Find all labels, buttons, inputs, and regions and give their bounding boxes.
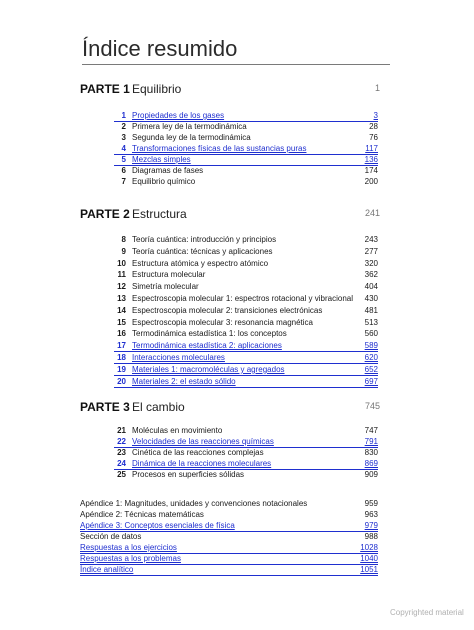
part-title: Equilibrio — [132, 82, 182, 96]
chapter-page: 747 — [364, 426, 378, 435]
chapter-row — [114, 132, 378, 143]
part-page: 1 — [374, 83, 380, 93]
chapter-title[interactable]: Transformaciones físicas de las sustancias puras — [132, 144, 307, 153]
chapter-row — [114, 293, 378, 304]
chapter-title[interactable]: Materiales 2: el estado sólido — [132, 376, 236, 386]
chapter-title[interactable]: Dinámica de la reacciones moleculares — [132, 459, 272, 468]
chapter-number: 8 — [121, 235, 126, 244]
chapter-page: 909 — [364, 470, 378, 479]
chapter-page: 174 — [364, 166, 378, 175]
appendix-row — [80, 498, 378, 509]
part-1-heading — [80, 82, 380, 98]
part-title: El cambio — [132, 400, 185, 414]
chapter-page: 513 — [364, 317, 378, 327]
part-3-heading — [80, 400, 380, 416]
chapter-page: 362 — [364, 270, 378, 280]
appendix-title[interactable]: Índice analítico — [80, 565, 134, 574]
part-2-heading — [80, 207, 380, 223]
appendix-title[interactable]: Apéndice 3: Conceptos esenciales de física — [80, 521, 235, 530]
chapter-number: 11 — [117, 270, 126, 280]
chapter-title: Teoría cuántica: técnicas y aplicaciones — [132, 246, 273, 256]
watermark: Copyrighted material — [390, 608, 464, 617]
chapter-link[interactable] — [114, 352, 378, 364]
appendix-page: 1040 — [360, 554, 378, 563]
chapter-number: 12 — [117, 282, 126, 292]
chapter-number: 21 — [117, 426, 126, 435]
appendix-title: Apéndice 2: Técnicas matemáticas — [80, 510, 204, 519]
chapter-page: 28 — [369, 122, 378, 131]
chapter-title: Estructura atómica y espectro atómico — [132, 258, 269, 268]
chapter-row — [114, 317, 378, 328]
chapter-number: 16 — [117, 329, 126, 339]
chapter-title[interactable]: Mezclas simples — [132, 155, 191, 164]
part-label: PARTE 3 — [80, 400, 130, 414]
appendix-title: Apéndice 1: Magnitudes, unidades y convenciones notacionales — [80, 499, 308, 508]
chapter-row — [114, 305, 378, 316]
part-page: 745 — [364, 401, 380, 411]
chapter-title: Cinética de las reacciones complejas — [132, 448, 264, 457]
appendix-page: 1051 — [360, 565, 378, 574]
chapter-title[interactable]: Materiales 1: macromoléculas y agregados — [132, 364, 285, 374]
chapter-title: Espectroscopia molecular 2: transiciones electrónicas — [132, 305, 323, 315]
chapter-page: 430 — [364, 294, 378, 303]
chapter-number: 3 — [121, 133, 126, 142]
chapter-row — [114, 447, 378, 458]
chapter-title: Espectroscopia molecular 1: espectros rotacional y vibracional — [132, 294, 353, 303]
chapter-number: 22 — [117, 437, 126, 446]
chapter-row — [114, 281, 378, 292]
appendix-title[interactable]: Respuestas a los problemas — [80, 554, 181, 563]
chapter-page: 3 — [373, 111, 378, 120]
chapter-title[interactable]: Propiedades de los gases — [132, 111, 225, 120]
chapter-title: Espectroscopia molecular 3: resonancia magnética — [132, 317, 313, 327]
appendix-link[interactable] — [80, 564, 378, 576]
page-title: Índice resumido — [82, 36, 238, 61]
appendix-page: 1028 — [360, 543, 378, 552]
chapter-row — [114, 258, 378, 269]
chapter-row — [114, 246, 378, 257]
chapter-number: 6 — [121, 166, 126, 175]
appendix-title: Sección de datos — [80, 532, 142, 541]
chapter-page: 243 — [364, 235, 378, 244]
chapter-number: 5 — [121, 155, 126, 164]
chapter-number: 13 — [117, 294, 126, 303]
chapter-number: 4 — [121, 144, 126, 153]
chapter-title[interactable]: Velocidades de las reacciones químicas — [132, 437, 274, 446]
appendix-row — [80, 509, 378, 520]
appendix-page: 959 — [364, 499, 378, 508]
appendix-page: 979 — [364, 521, 378, 530]
chapter-page: 200 — [364, 177, 378, 186]
chapter-row — [114, 328, 378, 339]
appendix-page: 963 — [364, 510, 378, 519]
chapter-row — [114, 165, 378, 176]
chapter-page: 652 — [364, 364, 378, 374]
part-title: Estructura — [132, 207, 187, 221]
chapter-title: Equilibrio químico — [132, 177, 196, 186]
chapter-title: Moléculas en movimiento — [132, 426, 223, 435]
chapter-row — [114, 425, 378, 436]
chapter-row — [114, 176, 378, 187]
chapter-number: 14 — [117, 305, 126, 315]
chapter-number: 1 — [121, 111, 126, 120]
chapter-title[interactable]: Termodinámica estadística 2: aplicaciones — [132, 341, 282, 351]
chapter-page: 560 — [364, 329, 378, 339]
chapter-page: 869 — [364, 459, 378, 468]
appendix-row — [80, 531, 378, 542]
chapter-title: Procesos en superficies sólidas — [132, 470, 245, 479]
chapter-number: 24 — [117, 459, 126, 468]
chapter-page: 697 — [364, 376, 378, 386]
chapter-number: 10 — [117, 258, 126, 268]
chapter-page: 117 — [365, 144, 378, 153]
chapter-title: Termodinámica estadística 1: los conceptos — [132, 329, 287, 339]
chapter-page: 620 — [364, 353, 378, 362]
chapter-number: 25 — [117, 470, 126, 479]
chapter-title[interactable]: Interacciones moleculares — [132, 353, 225, 362]
chapter-number: 20 — [117, 376, 126, 386]
chapter-title: Simetría molecular — [132, 282, 199, 292]
chapter-page: 76 — [369, 133, 378, 142]
chapter-page: 791 — [364, 437, 378, 446]
chapter-title: Teoría cuántica: introducción y principios — [132, 235, 277, 244]
chapter-title: Estructura molecular — [132, 270, 206, 280]
part-label: PARTE 2 — [80, 207, 130, 221]
chapter-page: 277 — [364, 246, 378, 256]
chapter-number: 17 — [117, 341, 126, 351]
appendix-title[interactable]: Respuestas a los ejercicios — [80, 543, 177, 552]
chapter-row — [114, 469, 378, 480]
chapter-title: Segunda ley de la termodinámica — [132, 133, 251, 142]
chapter-page: 136 — [364, 155, 378, 164]
title-rule — [82, 64, 390, 65]
chapter-page: 481 — [364, 305, 378, 315]
chapter-page: 320 — [364, 258, 378, 268]
part-label: PARTE 1 — [80, 82, 130, 96]
chapter-number: 2 — [121, 122, 126, 131]
appendix-page: 988 — [364, 532, 378, 541]
chapter-row — [114, 121, 378, 132]
chapter-link[interactable] — [114, 340, 378, 352]
chapter-number: 18 — [117, 353, 126, 362]
chapter-row — [114, 269, 378, 280]
chapter-title: Diagramas de fases — [132, 166, 204, 175]
chapter-title: Primera ley de la termodinámica — [132, 122, 247, 131]
chapter-number: 23 — [117, 448, 126, 457]
chapter-link[interactable] — [114, 376, 378, 388]
chapter-page: 404 — [364, 282, 378, 292]
chapter-row — [114, 234, 378, 245]
chapter-page: 830 — [364, 448, 378, 457]
chapter-number: 7 — [121, 177, 126, 186]
part-page: 241 — [364, 208, 380, 218]
chapter-link[interactable] — [114, 364, 378, 376]
chapter-number: 19 — [117, 364, 126, 374]
chapter-page: 589 — [364, 341, 378, 351]
chapter-number: 9 — [121, 246, 126, 256]
chapter-number: 15 — [117, 317, 126, 327]
